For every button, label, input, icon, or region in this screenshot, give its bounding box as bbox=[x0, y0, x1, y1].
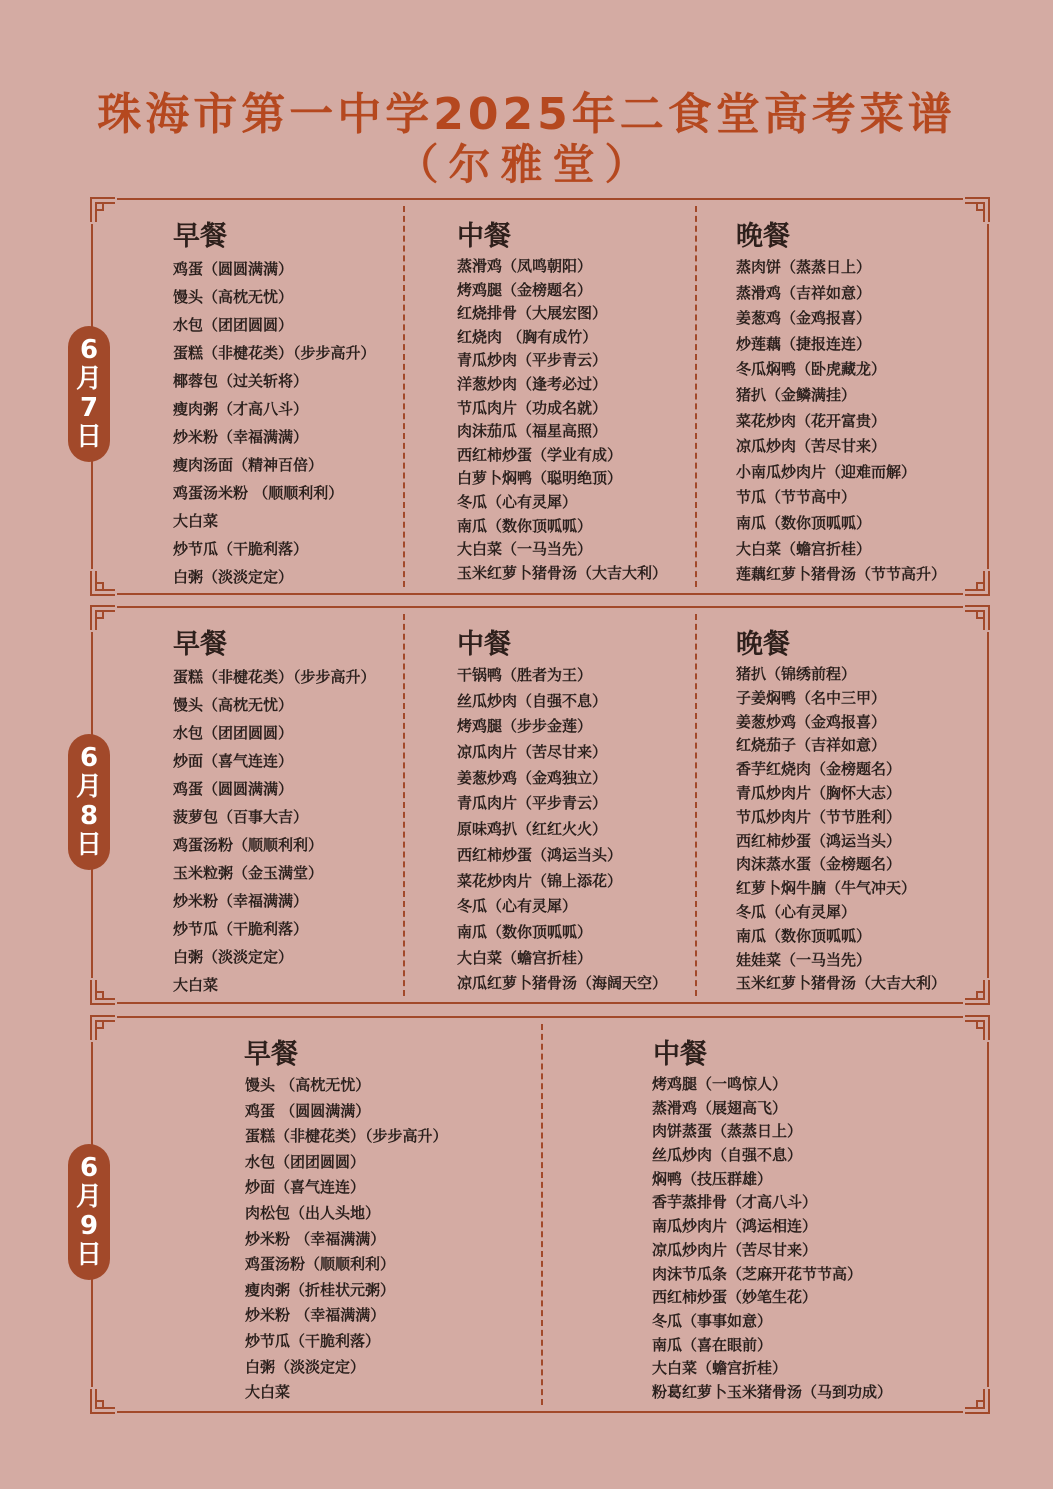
dish-item: 炒米粉（幸福满满） bbox=[173, 892, 309, 910]
dish-item: 肉沫节瓜条（芝麻开花节节高） bbox=[652, 1264, 863, 1283]
dish-item: 粉葛红萝卜玉米猪骨汤（马到功成） bbox=[652, 1382, 893, 1401]
column-divider bbox=[541, 1024, 543, 1405]
dish-item: 丝瓜炒肉（自强不息） bbox=[652, 1146, 803, 1165]
day-panel bbox=[75, 1016, 989, 1413]
dish-item: 菠萝包（百事大吉） bbox=[173, 808, 309, 826]
corner-ornament-icon bbox=[89, 978, 117, 1006]
dish-item: 鸡蛋 （圆圆满满） bbox=[245, 1101, 371, 1120]
dish-item: 炒面（喜气连连） bbox=[245, 1178, 366, 1197]
dish-item: 西红柿炒蛋（学业有成） bbox=[457, 445, 623, 464]
dish-item: 大白菜（蟾宫折桂） bbox=[736, 539, 872, 558]
date-char: 9 bbox=[79, 1211, 99, 1241]
page-title: 珠海市第一中学2025年二食堂高考菜谱 bbox=[97, 89, 956, 140]
meal-title: 晚餐 bbox=[736, 221, 790, 252]
dish-item: 炒米粉 （幸福满满） bbox=[245, 1306, 386, 1325]
column-divider bbox=[403, 614, 405, 996]
dish-item: 西红柿炒蛋（妙笔生花） bbox=[652, 1288, 818, 1307]
corner-ornament-icon bbox=[963, 1387, 991, 1415]
dish-list bbox=[245, 1073, 448, 1406]
dish-item: 鸡蛋（圆圆满满） bbox=[173, 780, 294, 798]
corner-ornament-icon bbox=[963, 1014, 991, 1042]
dish-item: 南瓜（数你顶呱呱） bbox=[457, 516, 593, 535]
dish-item: 青瓜炒肉（平步青云） bbox=[457, 351, 608, 370]
dish-item: 蒸肉饼（蒸蒸日上） bbox=[736, 258, 872, 276]
dish-item: 鸡蛋汤粉（顺顺利利） bbox=[173, 836, 324, 854]
dish-item: 肉沫蒸水蛋（金榜题名） bbox=[736, 855, 902, 874]
dish-item: 凉瓜炒肉（苦尽甘来） bbox=[736, 437, 887, 456]
column-divider bbox=[695, 206, 697, 587]
dish-item: 玉米红萝卜猪骨汤（大吉大利） bbox=[457, 563, 668, 582]
dish-item: 蒸滑鸡（吉祥如意） bbox=[736, 283, 872, 302]
dish-item: 猪扒（金鳞满挂） bbox=[736, 385, 857, 404]
dish-item: 南瓜（数你顶呱呱） bbox=[457, 922, 593, 941]
date-char: 6 bbox=[79, 1153, 99, 1183]
dish-item: 烤鸡腿（步步金莲） bbox=[457, 717, 593, 736]
dish-item: 水包（团团圆圆） bbox=[173, 724, 294, 742]
dish-item: 菜花炒肉（花开富贵） bbox=[736, 411, 887, 430]
date-char: 月 bbox=[75, 772, 102, 802]
corner-ornament-icon bbox=[963, 978, 991, 1006]
dish-item: 蛋糕（非楗花类）（步步高升） bbox=[173, 668, 376, 686]
dish-item: 红烧肉 （胸有成竹） bbox=[457, 327, 598, 346]
dish-item: 炒米粉（幸福满满） bbox=[173, 428, 309, 446]
dish-item: 炒节瓜（干脆利落） bbox=[173, 920, 309, 938]
dish-item: 炒莲藕（捷报连连） bbox=[736, 334, 872, 353]
dish-item: 炒面（喜气连连） bbox=[173, 752, 294, 770]
dish-item: 丝瓜炒肉（自强不息） bbox=[457, 691, 608, 710]
date-char: 7 bbox=[79, 393, 99, 423]
dish-item: 冬瓜（事事如意） bbox=[652, 1311, 773, 1330]
dish-item: 姜葱炒鸡（金鸡报喜） bbox=[736, 712, 887, 731]
dish-item: 瘦肉汤面（精神百倍） bbox=[173, 456, 324, 474]
dish-item: 水包（团团圆圆） bbox=[173, 316, 294, 334]
dish-item: 冬瓜（心有灵犀） bbox=[457, 897, 578, 916]
dish-item: 小南瓜炒肉片（迎难而解） bbox=[736, 462, 917, 481]
dish-item: 猪扒（锦绣前程） bbox=[736, 665, 857, 683]
corner-ornament-icon bbox=[89, 1387, 117, 1415]
corner-ornament-icon bbox=[963, 569, 991, 597]
date-badge bbox=[68, 1144, 110, 1280]
dish-item: 烤鸡腿（金榜题名） bbox=[457, 280, 593, 299]
meal-title: 早餐 bbox=[244, 1039, 298, 1070]
dish-item: 大白菜（一马当先） bbox=[457, 540, 593, 559]
dish-item: 肉沫茄瓜（福星高照） bbox=[457, 422, 608, 441]
dish-item: 大白菜 bbox=[245, 1383, 291, 1402]
corner-ornament-icon bbox=[963, 604, 991, 632]
dish-list bbox=[736, 255, 946, 588]
dish-item: 红烧茄子（吉祥如意） bbox=[736, 736, 887, 755]
date-char: 日 bbox=[75, 422, 102, 452]
dish-item: 蛋糕（非楗花类）（步步高升） bbox=[173, 344, 376, 362]
day-panel bbox=[75, 198, 989, 595]
dish-item: 大白菜（蟾宫折桂） bbox=[652, 1359, 788, 1378]
dish-item: 莲藕红萝卜猪骨汤（节节高升） bbox=[736, 565, 947, 584]
dish-item: 节瓜肉片（功成名就） bbox=[457, 398, 608, 417]
dish-item: 水包（团团圆圆） bbox=[245, 1152, 366, 1171]
dish-item: 蒸滑鸡（展翅高飞） bbox=[652, 1098, 788, 1117]
dish-item: 菜花炒肉片（锦上添花） bbox=[457, 871, 623, 890]
dish-item: 西红柿炒蛋（鸿运当头） bbox=[457, 845, 623, 864]
dish-item: 南瓜（数你顶呱呱） bbox=[736, 513, 872, 532]
dish-item: 西红柿炒蛋（鸿运当头） bbox=[736, 831, 902, 850]
dish-item: 炒节瓜（干脆利落） bbox=[173, 540, 309, 558]
date-char: 日 bbox=[75, 830, 102, 860]
dish-item: 炒米粉 （幸福满满） bbox=[245, 1229, 386, 1248]
dish-item: 凉瓜肉片（苦尽甘来） bbox=[457, 743, 608, 762]
dish-item: 凉瓜炒肉片（苦尽甘来） bbox=[652, 1240, 818, 1259]
dish-item: 南瓜（喜在眼前） bbox=[652, 1335, 773, 1354]
dish-item: 青瓜炒肉片（胸怀大志） bbox=[736, 783, 902, 802]
dish-item: 洋葱炒肉（逢考必过） bbox=[457, 374, 608, 393]
date-badge bbox=[68, 326, 110, 462]
dish-item: 鸡蛋（圆圆满满） bbox=[173, 260, 294, 278]
dish-item: 原味鸡扒（红红火火） bbox=[457, 820, 608, 839]
corner-ornament-icon bbox=[963, 196, 991, 224]
dish-item: 姜葱鸡（金鸡报喜） bbox=[736, 309, 872, 328]
dish-item: 玉米粒粥（金玉满堂） bbox=[173, 864, 324, 882]
dish-item: 焖鸭（技压群雄） bbox=[652, 1169, 773, 1188]
dish-list bbox=[457, 663, 667, 997]
meal-title: 早餐 bbox=[173, 629, 227, 660]
dish-item: 白萝卜焖鸭（聪明绝顶） bbox=[457, 469, 623, 488]
dish-item: 凉瓜红萝卜猪骨汤（海阔天空） bbox=[457, 974, 668, 993]
dish-item: 玉米红萝卜猪骨汤（大吉大利） bbox=[736, 974, 947, 993]
dish-item: 鸡蛋汤米粉 （顺顺利利） bbox=[173, 484, 344, 502]
meal-title: 早餐 bbox=[173, 221, 227, 252]
dish-item: 香芋红烧肉（金榜题名） bbox=[736, 760, 902, 779]
dish-item: 瘦肉粥（折桂状元粥） bbox=[245, 1280, 396, 1299]
dish-item: 干锅鸭（胜者为王） bbox=[457, 666, 593, 684]
dish-item: 青瓜肉片（平步青云） bbox=[457, 794, 608, 813]
corner-ornament-icon bbox=[89, 604, 117, 632]
dish-item: 红烧排骨（大展宏图） bbox=[457, 304, 608, 323]
corner-ornament-icon bbox=[89, 569, 117, 597]
date-char: 月 bbox=[75, 1182, 102, 1212]
page-subtitle: （尔雅堂） bbox=[396, 140, 657, 189]
dish-item: 南瓜炒肉片（鸿运相连） bbox=[652, 1217, 818, 1236]
dish-item: 鸡蛋汤粉（顺顺利利） bbox=[245, 1255, 396, 1274]
date-char: 6 bbox=[79, 743, 99, 773]
dish-item: 南瓜（数你顶呱呱） bbox=[736, 926, 872, 945]
dish-list bbox=[457, 255, 667, 585]
dish-item: 烤鸡腿（一鸣惊人） bbox=[652, 1075, 788, 1093]
meal-title: 晚餐 bbox=[736, 629, 790, 660]
dish-item: 冬瓜焖鸭（卧虎藏龙） bbox=[736, 360, 887, 379]
dish-item: 蛋糕（非楗花类）（步步高升） bbox=[245, 1127, 448, 1146]
dish-list bbox=[173, 255, 376, 591]
date-char: 月 bbox=[75, 364, 102, 394]
dish-item: 大白菜（蟾宫折桂） bbox=[457, 948, 593, 967]
dish-item: 子姜焖鸭（名中三甲） bbox=[736, 688, 887, 707]
dish-item: 节瓜炒肉片（节节胜利） bbox=[736, 807, 902, 826]
dish-item: 白粥（淡淡定定） bbox=[173, 948, 294, 966]
date-char: 日 bbox=[75, 1240, 102, 1270]
dish-list bbox=[173, 663, 376, 999]
dish-item: 冬瓜（心有灵犀） bbox=[457, 492, 578, 511]
meal-title: 中餐 bbox=[457, 221, 511, 252]
corner-ornament-icon bbox=[89, 1014, 117, 1042]
meal-title: 中餐 bbox=[653, 1039, 707, 1070]
date-char: 8 bbox=[79, 801, 99, 831]
dish-item: 大白菜 bbox=[173, 512, 219, 530]
date-char: 6 bbox=[79, 335, 99, 365]
dish-list bbox=[736, 663, 946, 996]
dish-item: 姜葱炒鸡（金鸡独立） bbox=[457, 768, 608, 787]
dish-item: 炒节瓜（干脆利落） bbox=[245, 1331, 381, 1350]
dish-item: 蒸滑鸡（凤鸣朝阳） bbox=[457, 257, 593, 275]
day-panel bbox=[75, 606, 989, 1004]
dish-item: 白粥（淡淡定定） bbox=[173, 568, 294, 586]
dish-list bbox=[652, 1073, 892, 1405]
dish-item: 红萝卜焖牛腩（牛气冲天） bbox=[736, 879, 917, 898]
dish-item: 肉饼蒸蛋（蒸蒸日上） bbox=[652, 1122, 803, 1141]
corner-ornament-icon bbox=[89, 196, 117, 224]
dish-item: 馒头 （高枕无忧） bbox=[245, 1076, 371, 1094]
meal-title: 中餐 bbox=[457, 629, 511, 660]
dish-item: 肉松包（出人头地） bbox=[245, 1203, 381, 1222]
dish-item: 冬瓜（心有灵犀） bbox=[736, 902, 857, 921]
dish-item: 馒头（高枕无忧） bbox=[173, 288, 294, 306]
dish-item: 娃娃菜（一马当先） bbox=[736, 950, 872, 969]
dish-item: 馒头（高枕无忧） bbox=[173, 696, 294, 714]
dish-item: 大白菜 bbox=[173, 976, 219, 994]
dish-item: 白粥（淡淡定定） bbox=[245, 1357, 366, 1376]
dish-item: 椰蓉包（过关斩将） bbox=[173, 372, 309, 390]
column-divider bbox=[695, 614, 697, 996]
dish-item: 香芋蒸排骨（才高八斗） bbox=[652, 1193, 818, 1212]
dish-item: 节瓜（节节高中） bbox=[736, 488, 857, 507]
column-divider bbox=[403, 206, 405, 587]
date-badge bbox=[68, 734, 110, 870]
dish-item: 瘦肉粥（才高八斗） bbox=[173, 400, 309, 418]
